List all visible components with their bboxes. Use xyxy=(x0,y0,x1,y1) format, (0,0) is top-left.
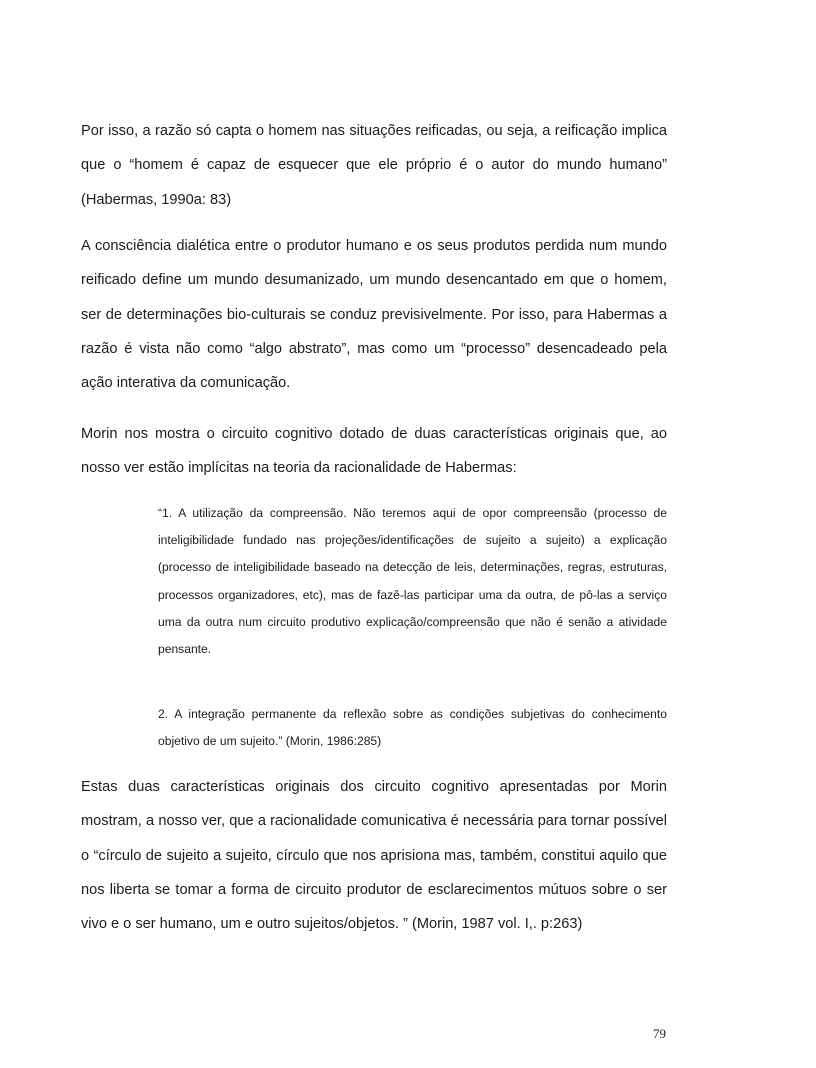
paragraph-dialectical-consciousness: A consciência dialética entre o produtor humano e os seus produtos perdida num mundo reificado define um mundo desumanizado, um mundo desencantado em que o homem, ser de determinações bio-culturais se conduz previsivelmente. Por isso, para Habermas a razão é vista não como “algo abstrato”, mas como um “processo” desencadeado pela ação interativa da comunicação. xyxy=(81,238,667,392)
quote-item-1: “1. A utilização da compreensão. Não teremos aqui de opor compreensão (processo de inteligibilidade fundado nas projeções/identificações de sujeito a sujeito) a explicação (processo de inteligibilidade baseado na detecção de leis, determinações, regras, estruturas, processos organizadores, etc), mas de fazê-las participar uma da outra, de pô-las a serviço uma da outra num circuito produtivo explicação/compreensão que não é senão a atividade pensante. xyxy=(158,506,667,657)
page-number: 79 xyxy=(653,1026,666,1041)
paragraph-communicative-rationality: Estas duas características originais dos circuito cognitivo apresentadas por Morin mostram, a nosso ver, que a racionalidade comunicativa é necessária para tornar possível o “círculo de sujeito a sujeito, círculo que nos aprisiona mas, também, constitui aquilo que nos liberta se tomar a forma de circuito produtor de esclarecimentos mútuos sobre o ser vivo e o ser humano, um e outro sujeitos/objetos. ” (Morin, 1987 vol. I,. p:263) xyxy=(81,779,667,933)
paragraph-reification: Por isso, a razão só capta o homem nas situações reificadas, ou seja, a reificação implica que o “homem é capaz de esquecer que ele próprio é o autor do mundo humano” (Habermas, 1990a: 83) xyxy=(81,123,667,208)
quote-item-2: 2. A integração permanente da reflexão sobre as condições subjetivas do conhecimento objetivo de um sujeito.” (Morin, 1986:285) xyxy=(158,707,667,749)
paragraph-morin-circuit: Morin nos mostra o circuito cognitivo dotado de duas características originais que, ao nosso ver estão implícitas na teoria da racionalidade de Habermas: xyxy=(81,426,667,477)
